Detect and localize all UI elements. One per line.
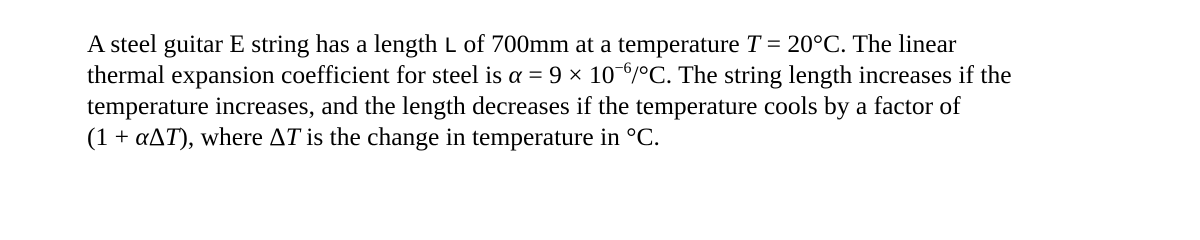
text-run: /°C. The string length increases if the [631, 60, 1012, 89]
exponent: −6 [614, 60, 632, 77]
paragraph-line-3: temperature increases, and the length decreases if the temperature cools by a factor of [87, 91, 961, 120]
text-run: (1 + [87, 122, 136, 151]
variable-alpha: α [135, 122, 149, 151]
variable-T: T [285, 122, 300, 151]
variable-alpha: α [508, 60, 522, 89]
variable-T: T [165, 122, 180, 151]
text-run: thermal expansion coefficient for steel is [87, 60, 509, 89]
paragraph-line-4 [87, 121, 1177, 152]
variable-T: T [746, 29, 761, 58]
text-run: = 9 × 10 [521, 60, 615, 89]
variable-L: L [443, 34, 458, 59]
text-run: = 20°C. The linear [760, 29, 957, 58]
delta-symbol: Δ [148, 122, 166, 151]
text-run: A steel guitar E string has a length [87, 29, 444, 58]
delta-symbol: Δ [269, 122, 286, 151]
text-run: is the change in temperature in °C. [299, 122, 660, 151]
text-run: ), where [179, 122, 270, 151]
paragraph-line-1 [87, 28, 1177, 59]
text-run: of 700mm at a temperature [457, 29, 747, 58]
problem-paragraph [87, 28, 1177, 152]
paragraph-line-2 [87, 59, 1177, 90]
